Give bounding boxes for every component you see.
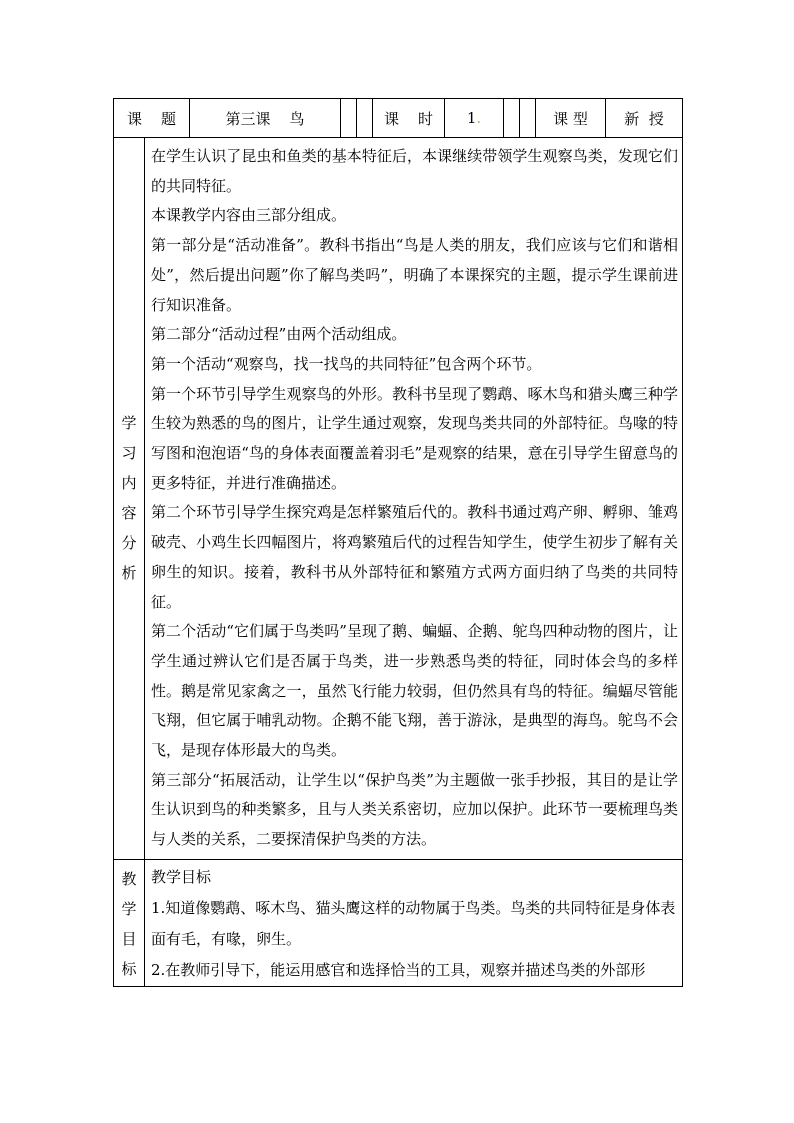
analysis-label-char: 学: [121, 414, 137, 433]
type-label: 课 型: [553, 109, 588, 128]
spacer-cell: [357, 99, 373, 138]
analysis-paragraph: 在学生认识了昆虫和鱼类的基本特征后，本课继续带领学生观察鸟类，发现它们的共同特征。: [151, 147, 679, 195]
hours-mark: .: [476, 109, 482, 127]
goals-row: [114, 859, 683, 986]
analysis-label-char: 析: [121, 564, 137, 583]
spacer-cell: [341, 99, 357, 138]
analysis-label-cell: [114, 138, 145, 860]
header-row: [114, 99, 683, 138]
analysis-paragraph: 第一部分是“活动准备”。教科书指出“鸟是人类的朋友，我们应该与它们和谐相处”，然后提出问题”你了解鸟类吗”，明确了本课探究的主题，提示学生课前进行知识准备。: [151, 236, 679, 314]
spacer-cell: [520, 99, 536, 138]
topic-cell: [190, 99, 341, 138]
analysis-paragraph: 第二个环节引导学生探究鸡是怎样繁殖后代的。教科书通过鸡产卵、孵卵、雏鸡破壳、小鸡生长四幅图片，将鸡繁殖后代的过程告知学生，使学生初步了解有关卵生的知识。接着，教科书从外部特征和繁殖方式两方面归纳了鸟类的共同特征。: [151, 503, 679, 611]
type-cell: [606, 99, 683, 138]
analysis-paragraph: 第一个环节引导学生观察鸟的外形。教科书呈现了鹦鹉、啄木鸟和猎头鹰三种学生较为熟悉的鸟的图片，让学生通过观察，发现鸟类共同的外部特征。鸟喙的特写图和泡泡语“鸟的身体表面覆盖着羽毛”是观察的结果，意在引导学生留意鸟的更多特征，并进行准确描述。: [151, 384, 679, 492]
analysis-paragraph: 第一个活动“观察鸟，找一找鸟的共同特征”包含两个环节。: [151, 354, 542, 373]
analysis-label-char: 容: [121, 504, 137, 523]
analysis-paragraph: 本课教学内容由三部分组成。: [151, 206, 347, 225]
goal-item: 2.在教师引导下，能运用感官和选择恰当的工具，观察并描述鸟类的外部形: [151, 960, 646, 979]
topic-label-cell: [114, 99, 190, 138]
analysis-label-char: 习: [121, 444, 137, 463]
goals-heading: 教学目标: [151, 867, 212, 886]
analysis-paragraph: 第二部分“活动过程”由两个活动组成。: [151, 325, 407, 344]
goals-content: [145, 859, 683, 986]
goals-label-char: 教: [121, 869, 137, 888]
goals-label-char: 目: [121, 929, 137, 948]
hours-cell: [445, 99, 504, 138]
hours-label-cell: [373, 99, 445, 138]
analysis-paragraph: 第三部分“拓展活动，让学生以“保护鸟类”为主题做一张手抄报，其目的是让学生认识到鸟的种类繁多，且与人类关系密切，应加以保护。此环节一要梳理鸟类与人类的关系，二要探清保护鸟类的方法。: [151, 770, 679, 849]
analysis-paragraph: 第二个活动“它们属于鸟类吗”呈现了鹅、蝙蝠、企鹅、鸵鸟四种动物的图片，让学生通过辨认它们是否属于鸟类，进一步熟悉鸟类的特征，同时体会鸟的多样性。鹅是常见家禽之一，虽然飞行能力较弱，但仍然具有鸟的特征。编蝠尽管能飞翔，但它属于哺乳动物。企鹅不能飞翔，善于游泳，是典型的海鸟。鸵鸟不会飞，是现存体形最大的鸟类。: [151, 622, 679, 760]
goals-label-char: 学: [121, 899, 137, 918]
analysis-content: [145, 138, 683, 860]
analysis-label-char: 分: [121, 534, 137, 553]
topic-label: 课 题: [126, 109, 177, 128]
lesson-plan-table: [113, 98, 683, 987]
hours-value: 1: [466, 109, 477, 127]
goal-item: 1.知道像鹦鹉、啄木鸟、猫头鹰这样的动物属于鸟类。鸟类的共同特征是身体表面有毛，有喙，卵生。: [151, 898, 676, 948]
analysis-row: [114, 138, 683, 860]
goals-label-cell: [114, 859, 145, 986]
analysis-label-char: 内: [121, 474, 137, 493]
topic-value: 第三课 鸟: [225, 109, 305, 128]
spacer-cell: [504, 99, 520, 138]
goals-label-char: 标: [121, 959, 137, 978]
type-label-cell: [536, 99, 606, 138]
type-value: 新 授: [624, 109, 664, 128]
hours-label: 课 时: [383, 109, 434, 128]
